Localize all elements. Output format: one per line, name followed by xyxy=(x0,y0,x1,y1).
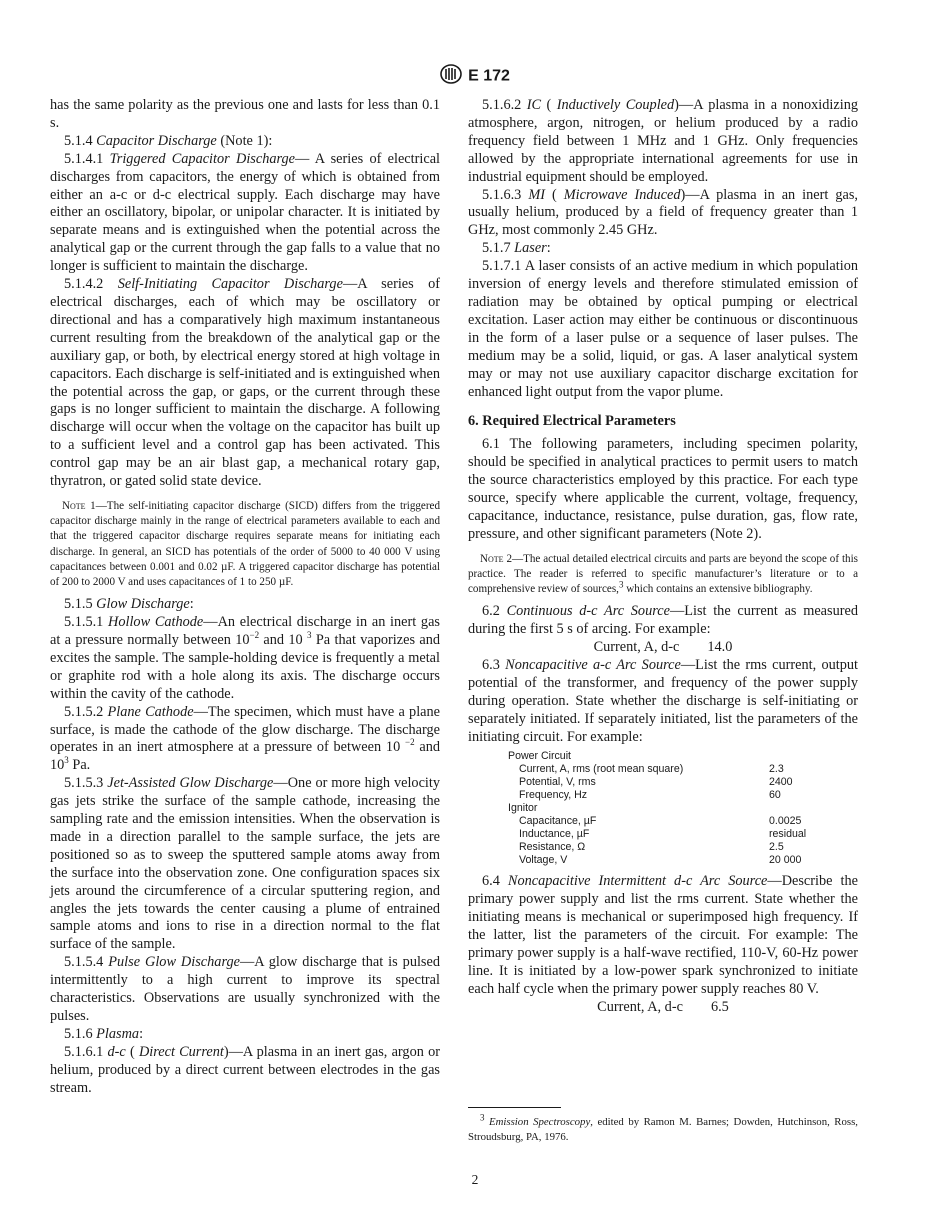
section-5-1-7-1: 5.1.7.1 A laser consists of an active medium in which population inversion of energy levels and therefore stimulated emission of radiation may be obtained by optical pumping or electrical excitation. Laser action may either be continuous or discontinuous in the form of a laser pulse or a sequence of laser pulses. The medium may be a solid, liquid, or gas. A laser analytical system may or may not use auxiliary capacitor discharge excitation for enhanced light output from the vapor plume. xyxy=(468,258,858,400)
footnote-3: $^3$ Emission Spectroscopy, edited by Ramon M. Barnes; Dowden, Hutchinson, Ross, Stroudsburg, PA, 1976. xyxy=(468,1112,858,1143)
section-5-1-7: 5.1.7 Laser: xyxy=(482,240,551,257)
table-row: Potential, V, rms 2400 xyxy=(519,775,793,788)
section-5-1-4-1: 5.1.4.1 Triggered Capacitor Discharge— A series of electrical discharges from capacitors, the energy of which is obtained from either an a-c or d-c electrical supply. Each discharge may have either an oscillatory, bipolar, or unipolar character. It is initiated by separate means and is extinguished when the potential across the analytical gap or the current through the gap falls to a value that no longer is sufficient to maintain the discharge. xyxy=(50,150,441,275)
section-6-heading: 6. Required Electrical Parameters xyxy=(468,413,676,430)
section-5-1-6-2: 5.1.6.2 IC ( Inductively Coupled)—A plasma in a nonoxidizing atmosphere, argon, nitrogen, or helium produced by a radio frequency field between 1 MHz and 1 GHz. Only frequencies allowed by the appropriate international agreements for use in industrial equipment should be employed. xyxy=(468,97,858,185)
astm-logo-icon xyxy=(440,64,462,89)
parameter-table xyxy=(508,750,806,868)
standard-designation: E 172 xyxy=(468,67,510,85)
section-5-1-5-2: 5.1.5.2 Plane Cathode—The specimen, which must have a plane surface, is made the cathode of the glow discharge. The discharge operates in an inert atmosphere at a pressure of between 10 $^{-2}$ and $10^3$ Pa. xyxy=(50,703,441,774)
table-group-header: Ignitor xyxy=(508,801,538,814)
example-6-4: Current, A, d-c 6.5 xyxy=(597,998,729,1015)
section-5-1-5-4: 5.1.5.4 Pulse Glow Discharge—A glow discharge that is pulsed intermittently to a high current to improve its spectral characteristics. Observations are usually synchronized with the pulses. xyxy=(50,954,440,1024)
table-row: Frequency, Hz 60 xyxy=(519,788,781,801)
table-group-header: Power Circuit xyxy=(508,749,571,762)
example-6-2: Current, A, d-c 14.0 xyxy=(593,639,733,656)
table-row: Resistance, Ω 2.5 xyxy=(519,841,784,854)
right-column xyxy=(468,97,858,1017)
section-5-1-4-2: 5.1.4.2 Self-Initiating Capacitor Discharge—A series of electrical discharges, each of which may be oscillatory or directional and has a comparatively high maximum instantaneous current resulting from the breakdown of the analytical gap or the auxiliary gap, or both, by electrical energy stored at high voltage in capacitors. Each discharge is self-initiated and is extinguished when the potential across the gap, or gaps, or the current through these gaps is no longer sufficient to maintain the discharge. A following discharge will occur when the voltage on the capacitor has built up to a sufficient level and a control gap has been activated. This control gap may be an air blast gap, a mechanical rotary gap, thyratron, or gated solid state device. xyxy=(50,276,441,490)
section-5-1-4: 5.1.4 Capacitor Discharge (Note 1): xyxy=(64,132,273,149)
section-5-1-5: 5.1.5 Glow Discharge: xyxy=(64,596,194,613)
left-column xyxy=(50,97,440,1098)
page-header xyxy=(0,64,950,89)
note-1: Note 1—The self-initiating capacitor discharge (SICD) differs from the triggered capacitor discharge mainly in the range of electrical parameters available to each and that the triggered capacitor discharge requires separate means for initiating each discharge. In general, an SICD has potentials of the order of 5000 to 40 000 V using capacitances between 0.001 and 0.02 µF. A triggered capacitor discharge has potential of 200 to 2000 V and uses capacitances of 1 to 250 µF. xyxy=(50,499,441,588)
section-5-1-6-3: 5.1.6.3 MI ( Microwave Induced)—A plasma in an inert gas, usually helium, produced by a field of frequency greater than 1 GHz, most commonly 2.45 GHz. xyxy=(468,186,859,239)
section-5-1-5-1: 5.1.5.1 Hollow Cathode—An electrical discharge in an inert gas at a pressure normally between $10^{-2}$ and 10 $^3$ Pa that vaporizes and excites the sample. The sample-holding device is frequently a metal or graphite rod with a hole along its axis. The discharge occurs within the cavity of the cathode. xyxy=(50,614,440,702)
paragraph-continuation: has the same polarity as the previous one and lasts for less than 0.1 s. xyxy=(50,97,440,131)
section-5-1-6-1: 5.1.6.1 d-c ( Direct Current)—A plasma in an inert gas, argon or helium, produced by a direct current between electrodes in the gas stream. xyxy=(50,1043,440,1096)
page-number: 2 xyxy=(471,1172,479,1187)
table-row: Inductance, µF residual xyxy=(519,828,807,841)
table-row: Capacitance, µF 0.0025 xyxy=(519,815,802,828)
section-6-4: 6.4 Noncapacitive Intermittent d-c Arc Source—Describe the primary power supply and list the rms current. State whether the initiating means is mechanical or superimposed high frequency. If the latter, list the parameters of the circuit. For example: The primary power supply is a half-wave rectified, 110-V, 60-Hz power line. It is initiated by a low-power spark synchronized to initiate each half cycle when the primary power supply reaches 80 V. xyxy=(468,873,858,997)
footnote-rule xyxy=(468,1107,561,1108)
table-row: Current, A, rms (root mean square) 2.3 xyxy=(519,762,784,775)
section-6-3: 6.3 Noncapacitive a-c Arc Source—List the rms current, output potential of the transformer, and frequency of the power supply during operation. State whether the discharge is self-initiating or separately initiated. If separately initiated, list the parameters of the initiating circuit. For example: xyxy=(468,657,858,745)
section-6-2: 6.2 Continuous d-c Arc Source—List the current as measured during the first 5 s of arcing. For example: xyxy=(468,603,858,638)
note-2: Note 2—The actual detailed electrical circuits and parts are beyond the scope of this practice. The reader is referred to specific manufacturer’s literature or to a comprehensive review of sources,$^3$ which contains an extensive bibliography. xyxy=(468,552,858,596)
table-row: Voltage, V 20 000 xyxy=(519,854,802,867)
section-5-1-6: 5.1.6 Plasma: xyxy=(64,1025,144,1042)
section-5-1-5-3: 5.1.5.3 Jet-Assisted Glow Discharge—One or more high velocity gas jets strike the surface of the sample cathode, increasing the sampling rate and the emission intensities. When the observation is made in a direction parallel to the sample surface, the jets are positioned so as to sweep the sputtered sample atoms away from the surface into the observation zone. One configuration spaces six jets around the circumference of a circular sputtering region, and angles the jets towards the center causing a plume of entrained sample atoms and ions to rise in a direction normal to the flat surface of the sample. xyxy=(50,775,441,953)
section-6-1: 6.1 The following parameters, including specimen polarity, should be specified in analytical practices to permit users to match the source characteristics employed by this practice. For each type source, specify where applicable the current, voltage, frequency, capacitance, inductance, resistance, pulse duration, gas, flow rate, pressure, and other significant parameters (Note 2). xyxy=(468,436,858,542)
